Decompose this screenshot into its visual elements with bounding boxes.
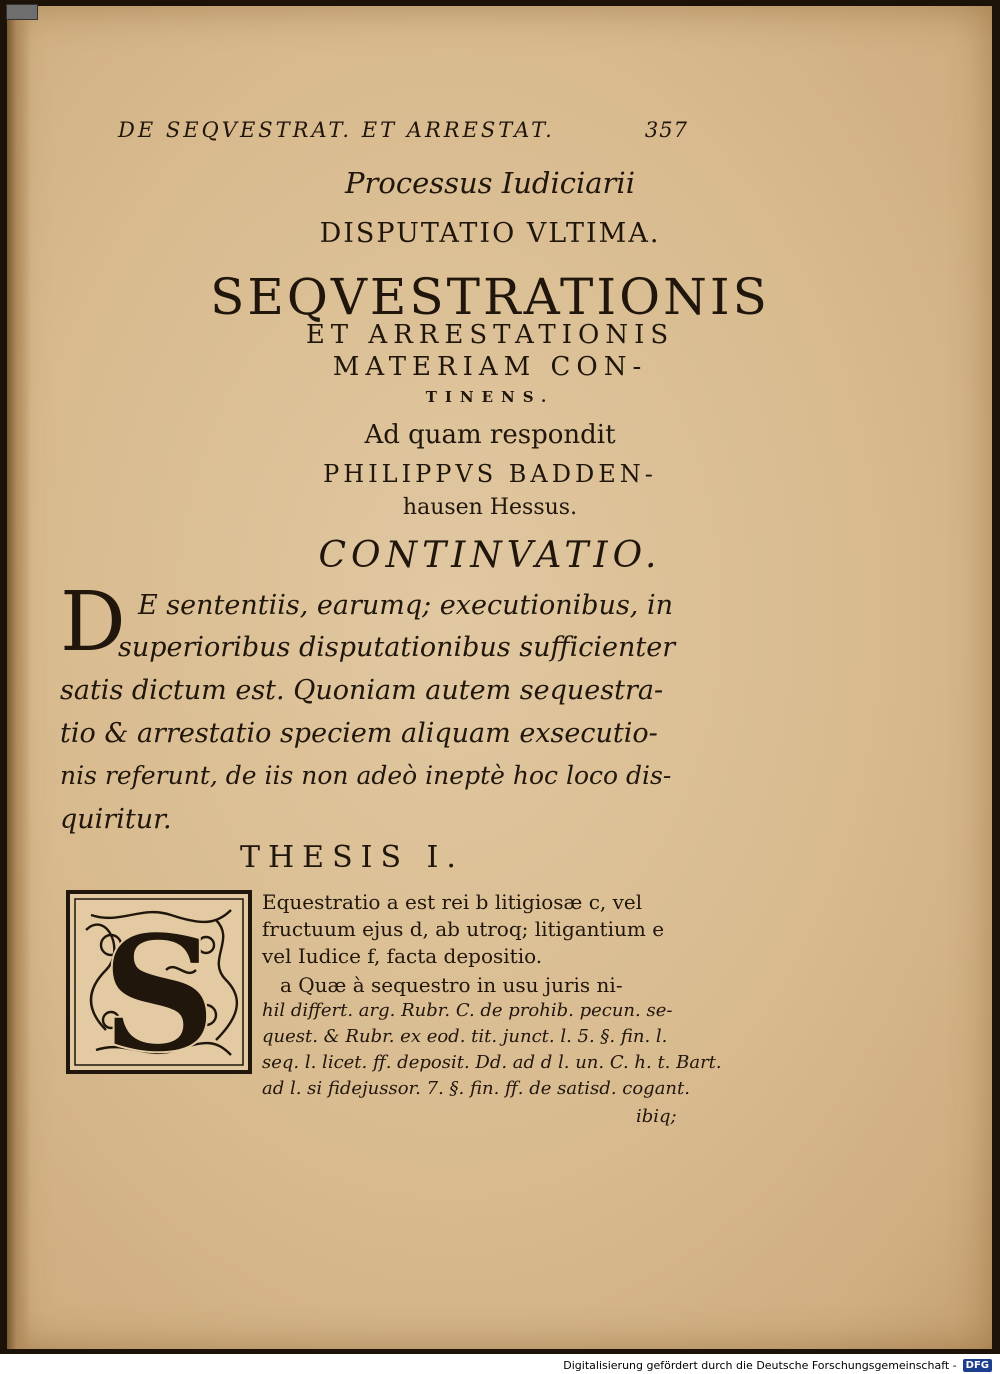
respondent-name: PHILIPPVS BADDEN- — [323, 460, 657, 488]
thesis-line: vel Iudice f, facta depositio. — [262, 944, 543, 968]
thesis-note-line: ad l. si fidejussor. 7. §. fin. ff. de satisd. cogant. — [262, 1078, 690, 1099]
thesis-line: Equestratio a est rei b litigiosæ c, vel — [262, 890, 643, 914]
paragraph-line: quiritur. — [60, 804, 172, 835]
page-number: 357 — [644, 118, 688, 142]
paragraph-line: E sententiis, earumq; executionibus, in — [138, 590, 673, 621]
thesis-line: fructuum ejus d, ab utroq; litigantium e — [262, 917, 665, 941]
page-gutter — [7, 6, 31, 1349]
disputatio-line: DISPUTATIO VLTIMA. — [319, 218, 661, 249]
catchword: ibiq; — [636, 1106, 677, 1127]
main-title: SEQVESTRATIONIS — [210, 268, 770, 326]
title-line-4: TINENS. — [425, 388, 555, 406]
paragraph-line: superioribus disputationibus sufficienter — [118, 632, 676, 663]
respondent-name-cont: hausen Hessus. — [402, 495, 578, 520]
processus-line: Processus Iudiciarii — [345, 166, 635, 200]
respondent-intro: Ad quam respondit — [364, 420, 616, 450]
title-line-2: ET ARRESTATIONIS — [305, 320, 675, 350]
thesis-note-line: quest. & Rubr. ex eod. tit. junct. l. 5. §. fin. l. — [262, 1026, 668, 1047]
thesis-heading: THESIS I. — [240, 840, 464, 875]
paragraph-line: satis dictum est. Quoniam autem sequestra- — [60, 675, 664, 706]
ornamental-initial-letter: S — [101, 900, 217, 1074]
thesis-note-line: seq. l. licet. ff. deposit. Dd. ad d l. un. C. h. t. Bart. — [262, 1052, 722, 1073]
paragraph-line: nis referunt, de iis non adeò ineptè hoc loco dis- — [60, 761, 672, 790]
dfg-logo: DFG — [963, 1359, 992, 1372]
continuatio-heading: CONTINVATIO. — [318, 535, 662, 576]
footer-text: Digitalisierung gefördert durch die Deutsche Forschungsgemeinschaft - — [563, 1358, 957, 1372]
footer-credit — [563, 1356, 992, 1374]
thesis-note-line: hil differt. arg. Rubr. C. de prohib. pecun. se- — [262, 1000, 673, 1021]
drop-cap: D — [60, 575, 126, 670]
ornamental-initial — [66, 890, 252, 1074]
thesis-note-line: a Quæ à sequestro in usu juris ni- — [280, 973, 623, 997]
title-line-3: MATERIAM CON- — [332, 352, 648, 382]
running-head-title: DE SEQVESTRAT. ET ARRESTAT. — [118, 118, 555, 142]
paragraph-line: tio & arrestatio speciem aliquam exsecutio- — [60, 718, 658, 749]
corner-mark — [6, 4, 38, 20]
running-head — [118, 118, 688, 142]
